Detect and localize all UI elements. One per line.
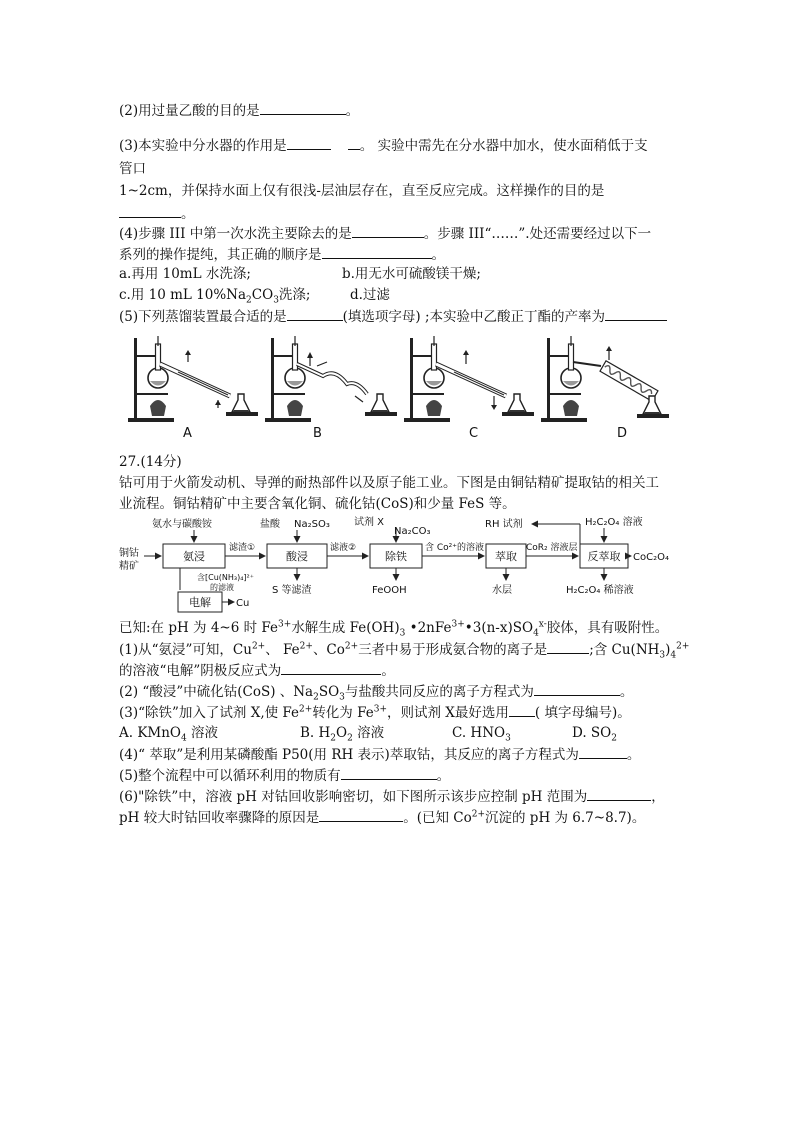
answer-blank[interactable] <box>319 808 403 822</box>
h2c2o4-solution: H₂C₂O₄ 溶液 <box>585 517 643 528</box>
sub-question-1-line-1: (1)从“氨浸”可知，$Cu^{2+}$、 $Fe^{2+}$、$Co^{2+}$三者中易于形成氨合物的离子是 ;含 $Cu(NH_3)_4^{2+}$ <box>119 641 690 661</box>
box-label-2: 酸浸 <box>286 550 308 563</box>
answer-blank[interactable] <box>322 245 432 259</box>
apparatus-a <box>128 336 258 422</box>
sub-question-3: (3)“除铁”加入了试剂 X,使 $Fe^{2+}$转化为 $Fe^{3+}$，则试剂 X最好选用 ( 填字母编号)。 <box>119 704 631 721</box>
sub-question-6-line-2: pH 较大时钴回收率骤降的原因是 。(已知 $Co^{2+}$沉淀的 pH 为 6.7~8.7)。 <box>119 809 646 826</box>
option-c: c.用 10 mL $10\%Na_2CO_3$洗涤; <box>119 287 311 306</box>
box-label-6: 电解 <box>189 596 211 609</box>
filtrate-2: 滤液② <box>330 543 357 553</box>
product: CoC₂O₄ <box>633 552 669 563</box>
option-a: a.再用 10mL 水洗涤; <box>119 266 251 282</box>
question-4-line-2: 系列的操作提纯，其正确的顺序是 。 <box>119 247 445 263</box>
rh-reagent: RH 试剂 <box>485 519 523 530</box>
answer-blank[interactable] <box>260 101 346 115</box>
answer-blank[interactable] <box>579 745 627 759</box>
apparatus-d <box>541 336 669 422</box>
dilute-h2c2o4: H₂C₂O₄ 稀溶液 <box>566 585 634 596</box>
answer-blank[interactable] <box>287 136 331 150</box>
answer-blank[interactable] <box>281 661 381 675</box>
apparatus-b <box>265 336 397 422</box>
question-27-intro-2: 业流程。铜钴精矿中主要含氧化铜、硫化钴(CoS)和少量 FeS 等。 <box>119 496 516 512</box>
filtrate-1: 滤渣① <box>229 543 256 553</box>
question-2: (2)用过量乙酸的目的是 。 <box>119 103 360 119</box>
choice-b: B. $H_2O_2$ 溶液 <box>300 725 385 744</box>
option-b: b.用无水可硫酸镁干燥; <box>342 266 481 282</box>
option-d: d.过滤 <box>350 287 390 303</box>
feed-line1: 铜钴 <box>119 548 139 559</box>
answer-blank[interactable] <box>534 682 620 696</box>
answer-blank[interactable] <box>547 640 589 654</box>
question-3-line-4: 。 <box>119 204 195 223</box>
reagent-na2so3: Na₂SO₃ <box>294 519 330 530</box>
box-label-1: 氨浸 <box>183 550 205 563</box>
feooh: FeOOH <box>372 585 407 596</box>
apparatus-c <box>404 336 534 422</box>
reagent-na2co3: Na₂CO₃ <box>394 526 431 537</box>
label-a: A <box>183 426 192 441</box>
distillation-apparatus-figure <box>0 322 794 442</box>
reagent-hcl: 盐酸 <box>260 519 280 530</box>
sub-question-1-line-2: 的溶液“电解”阴极反应式为 。 <box>119 663 395 679</box>
choice-d: D. $SO_2$ <box>572 725 617 744</box>
answer-blank[interactable] <box>287 307 343 321</box>
label-d: D <box>617 426 628 441</box>
cor2-layer: CoR₂ 溶液层 <box>526 543 578 553</box>
reagent-ammonia: 氨水与碳酸铵 <box>152 519 212 530</box>
question-5: (5)下列蒸馏装置最合适的是 (填选项字母) ;本实验中乙酸正丁酯的产率为 <box>119 307 667 326</box>
answer-blank[interactable] <box>348 136 360 150</box>
box-label-3: 除铁 <box>385 550 407 563</box>
feed-line2: 精矿 <box>119 561 139 572</box>
sub-question-4: (4)“ 萃取”是利用某磷酸酯 P50(用 RH 表示)萃取钴，其反应的离子方程式为 。 <box>119 747 641 763</box>
question-3-line-3: 1~2cm，并保持水面上仅有很浅-层油层存在，直至反应完成。这样操作的目的是 <box>119 183 605 199</box>
sub-question-5: (5)整个流程中可以循环利用的物质有 。 <box>119 768 451 784</box>
question-3-line-1: (3)本实验中分水器的作用是 。 实验中需先在分水器中加水，使水面稍低于支 <box>119 138 648 154</box>
choice-a: A. KMnO$_4$ 溶液 <box>119 725 219 744</box>
s-residue: S 等滤渣 <box>272 585 312 596</box>
question-3-line-2: 管口 <box>119 161 146 177</box>
known-info: 已知:在 pH 为 4~6 时 $Fe^{3+}$水解生成 $Fe(OH)_3$ $•2nFe^{3+}•3(n-x)SO_4^{x-}$胶体，具有吸附性。 <box>119 619 669 639</box>
answer-blank[interactable] <box>587 787 651 801</box>
answer-blank[interactable] <box>352 224 424 238</box>
reagent-x: 试剂 X <box>354 517 385 528</box>
label-c: C <box>469 426 479 441</box>
cu-product: Cu <box>236 598 250 609</box>
box-label-4: 萃取 <box>495 550 517 563</box>
sub-question-6-line-1: (6)"除铁”中，溶液 pH 对钴回收影响密切，如下图所示该步应控制 pH 范围为 ， <box>119 789 665 805</box>
answer-blank[interactable] <box>509 703 535 717</box>
question-4-line-1: (4)步骤 III 中第一次水洗主要除去的是 。步骤 III“……”.处还需要经过以下一 <box>119 226 652 242</box>
answer-blank[interactable] <box>119 204 181 218</box>
label-b: B <box>313 426 322 441</box>
cu-filtrate-2: 的滤液 <box>210 583 234 592</box>
cu-filtrate-1: 含[Cu(NH₃)₄]²⁺ <box>197 573 254 582</box>
box-label-5: 反萃取 <box>587 550 621 563</box>
process-flow-chart <box>0 514 794 614</box>
answer-blank[interactable] <box>341 766 437 780</box>
answer-blank[interactable] <box>605 307 667 321</box>
question-27-heading: 27.(14分) <box>119 454 182 470</box>
water-layer: 水层 <box>492 585 512 596</box>
co-solution: 含 Co²⁺的溶液 <box>425 543 485 553</box>
question-27-intro-1: 钴可用于火箭发动机、导弹的耐热部件以及原子能工业。下图是由铜钴精矿提取钴的相关工 <box>119 475 659 491</box>
choice-c: C. $HNO_3$ <box>452 725 511 744</box>
sub-question-2: (2) “酸浸”中硫化钴(CoS) 、$Na_2SO_3$与盐酸共同反应的离子方程式为 。 <box>119 684 634 703</box>
